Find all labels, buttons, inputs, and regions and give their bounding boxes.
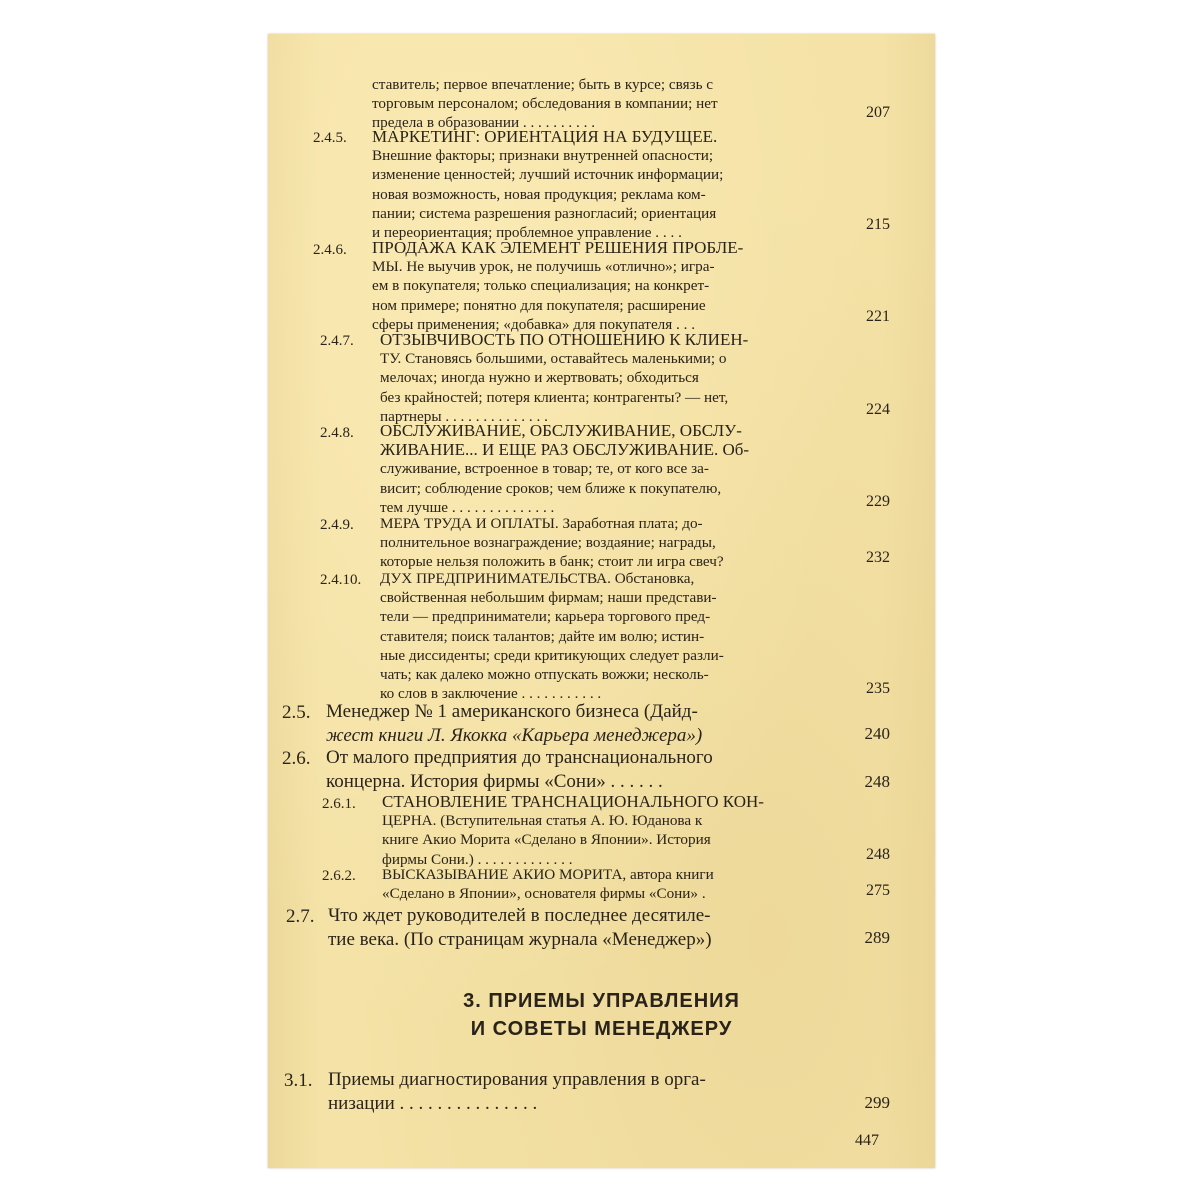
page-ref: 229 [866,493,890,510]
toc-entry-2-4-9 [380,514,724,572]
section-number: 2.6.1. [322,796,356,812]
section-number: 2.6. [282,748,311,769]
entry-line: ем в покупателя; только специализация; на конкрет- [372,277,710,295]
section-number: 2.4.7. [320,333,354,349]
entry-line: предела в образовании . . . . . . . . . . [372,114,596,132]
entry-line: фирмы Сони.) . . . . . . . . . . . . . [382,850,573,868]
entry-line: которые нельзя положить в банк; стоит ли игра свеч? [380,553,724,571]
toc-entry-continuation [372,75,718,133]
entry-line: жест книги Л. Якокка «Карьера менеджера») [326,725,703,746]
section-number: 2.4.8. [320,425,354,441]
section-number: 2.7. [286,906,315,927]
entry-line: ТУ. Становясь большими, оставайтесь маленькими; о [380,350,727,368]
entry-line: МЫ. Не выучив урок, не получишь «отлично»; игра- [372,258,715,276]
entry-title: ДУХ ПРЕДПРИНИМАТЕЛЬСТВА. Обстановка, [380,570,695,587]
entry-title: ОТЗЫВЧИВОСТЬ ПО ОТНОШЕНИЮ К КЛИЕН- [380,330,749,349]
toc-entry-2-4-5 [372,127,723,242]
entry-line: чать; как далеко можно отпускать вожжи; несколь- [380,666,709,684]
page-ref: 224 [866,401,890,418]
section-heading-line-2: И СОВЕТЫ МЕНЕДЖЕРУ [470,1018,733,1040]
entry-line: изменение ценностей; лучший источник информации; [372,166,724,184]
entry-line: пании; система разрешения разногласий; ориентация [372,204,717,222]
entry-line: ном примере; понятно для покупателя; расширение [372,296,706,314]
section-number: 2.4.5. [313,130,347,146]
toc-entry-2-4-8 [380,421,749,517]
entry-line: служивание, встроенное в товар; те, от кого все за- [380,460,709,478]
toc-entry-2-7 [328,904,712,952]
entry-line: низации . . . . . . . . . . . . . . . [328,1093,538,1114]
entry-line: свойственная небольшим фирмам; наши представи- [380,589,717,607]
page-number: 447 [855,1132,879,1149]
entry-line: Приемы диагностирования управления в орга- [328,1069,706,1090]
toc-entry-2-6-2 [382,865,714,903]
entry-line: Что ждет руководителей в последнее десятиле- [328,905,711,926]
page-ref: 289 [864,928,890,947]
entry-title: МЕРА ТРУДА И ОПЛАТЫ. Заработная плата; до- [380,515,703,532]
entry-line: сферы применения; «добавка» для покупателя . . . [372,315,696,333]
section-number: 3.1. [284,1070,313,1091]
toc-entry-2-6-1 [382,792,764,869]
entry-title: ОБСЛУЖИВАНИЕ, ОБСЛУЖИВАНИЕ, ОБСЛУ- [380,421,742,440]
page-ref: 235 [866,680,890,697]
entry-line: партнеры . . . . . . . . . . . . . . [380,407,548,425]
section-number: 2.4.10. [320,572,362,588]
entry-line: ные диссиденты; среди критикующих следует разли- [380,646,724,664]
toc-entry-2-4-6 [372,238,743,334]
toc-entry-2-5 [326,700,702,748]
entry-line: торговым персоналом; обследования в компании; нет [372,95,718,113]
entry-line: ЦЕРНА. (Вступительная статья А. Ю. Юданова к [382,812,703,830]
toc-entry-2-4-7 [380,330,748,426]
section-number: 2.5. [282,702,311,723]
entry-line: ставитель; первое впечатление; быть в курсе; связь с [372,76,714,93]
toc-entry-2-6 [326,746,713,794]
entry-line: и переориентация; проблемное управление . . . . [372,224,682,242]
entry-line: полнительное вознаграждение; воздаяние; награды, [380,534,716,552]
page-ref: 248 [864,772,890,791]
entry-line: мелочах; иногда нужно и жертвовать; обходиться [380,369,699,387]
entry-title: МАРКЕТИНГ: ОРИЕНТАЦИЯ НА БУДУЩЕЕ. [372,127,718,146]
entry-title: СТАНОВЛЕНИЕ ТРАНСНАЦИОНАЛЬНОГО КОН- [382,792,764,811]
page-ref: 207 [866,104,890,121]
entry-line: книге Акио Морита «Сделано в Японии». История [382,831,711,849]
page-ref: 215 [866,216,890,233]
entry-line: тие века. (По страницам журнала «Менеджер») [328,929,712,950]
entry-line: тели — предприниматели; карьера торгового пред- [380,608,711,626]
entry-title: ЖИВАНИЕ... И ЕЩЕ РАЗ ОБСЛУЖИВАНИЕ. Об- [380,440,750,460]
entry-line: Внешние факторы; признаки внутренней опасности; [372,147,714,165]
page-ref: 299 [864,1093,890,1112]
page-ref: 221 [866,308,890,325]
entry-line: концерна. История фирмы «Сони» . . . . . . [326,771,663,792]
section-number: 2.4.6. [313,242,347,258]
entry-line: Менеджер № 1 американского бизнеса (Дайд- [326,701,698,722]
entry-line: новая возможность, новая продукция; реклама ком- [372,185,706,203]
entry-line: висит; соблюдение сроков; чем ближе к покупателю, [380,479,722,497]
toc-entry-3-1 [328,1068,706,1116]
page-ref: 248 [866,846,890,863]
entry-line: тем лучше . . . . . . . . . . . . . . [380,498,555,516]
entry-line: ко слов в заключение . . . . . . . . . . . [380,685,602,703]
toc-entry-2-4-10 [380,569,724,703]
page-ref: 232 [866,549,890,566]
section-number: 2.4.9. [320,517,354,533]
entry-line: ставителя; поиск талантов; дайте им волю; истин- [380,627,705,645]
entry-title: ВЫСКАЗЫВАНИЕ АКИО МОРИТА, автора книги [382,866,714,883]
entry-line: без крайностей; потеря клиента; контрагенты? — нет, [380,388,729,406]
section-number: 2.6.2. [322,868,356,884]
page-ref: 275 [866,882,890,899]
entry-line: От малого предприятия до транснационального [326,747,713,768]
section-heading-line-1: 3. ПРИЕМЫ УПРАВЛЕНИЯ [463,990,740,1012]
page-ref: 240 [864,724,890,743]
entry-title: ПРОДАЖА КАК ЭЛЕМЕНТ РЕШЕНИЯ ПРОБЛЕ- [372,238,744,257]
entry-line: «Сделано в Японии», основателя фирмы «Сони» . [382,885,706,903]
